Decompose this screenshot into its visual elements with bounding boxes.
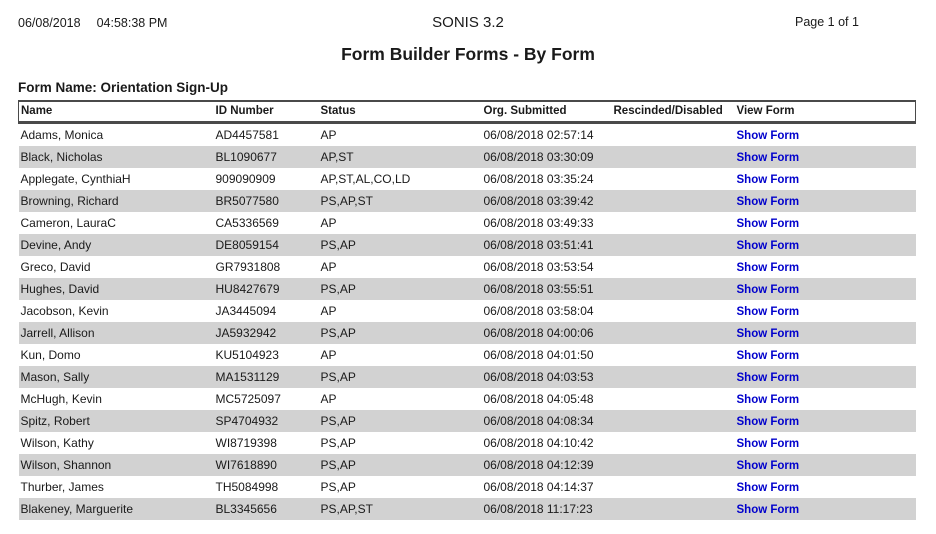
cell-view-form bbox=[735, 256, 916, 278]
show-form-link[interactable]: Show Form bbox=[736, 262, 800, 274]
cell-rescinded-disabled bbox=[612, 234, 735, 256]
print-time: 04:58:38 PM bbox=[96, 16, 168, 30]
col-header-org-submitted: Org. Submitted bbox=[482, 101, 612, 123]
col-header-id-number: ID Number bbox=[214, 101, 319, 123]
table-row bbox=[19, 256, 916, 278]
show-form-link[interactable]: Show Form bbox=[736, 196, 800, 208]
cell-org-submitted: 06/08/2018 04:08:34 bbox=[483, 414, 594, 428]
table-row bbox=[19, 123, 916, 147]
cell-status: PS,AP bbox=[320, 436, 356, 450]
page-number: Page 1 of 1 bbox=[795, 15, 859, 29]
cell-name: Jarrell, Allison bbox=[20, 326, 95, 340]
cell-org-submitted: 06/08/2018 04:00:06 bbox=[483, 326, 594, 340]
cell-id-number: MC5725097 bbox=[215, 392, 281, 406]
cell-name: Hughes, David bbox=[20, 282, 100, 296]
cell-status: AP,ST,AL,CO,LD bbox=[320, 172, 411, 186]
cell-id-number: JA5932942 bbox=[215, 326, 277, 340]
report-topbar bbox=[0, 12, 936, 36]
cell-status: AP,ST bbox=[320, 150, 354, 164]
cell-org-submitted: 06/08/2018 03:30:09 bbox=[483, 150, 594, 164]
cell-rescinded-disabled bbox=[612, 190, 735, 212]
cell-org-submitted: 06/08/2018 03:53:54 bbox=[483, 260, 594, 274]
cell-id-number: BR5077580 bbox=[215, 194, 279, 208]
cell-org-submitted: 06/08/2018 03:51:41 bbox=[483, 238, 594, 252]
cell-id-number: KU5104923 bbox=[215, 348, 279, 362]
cell-view-form bbox=[735, 123, 916, 147]
cell-status: PS,AP bbox=[320, 238, 356, 252]
cell-name: Blakeney, Marguerite bbox=[20, 502, 133, 516]
cell-id-number: MA1531129 bbox=[215, 370, 280, 384]
cell-rescinded-disabled bbox=[612, 366, 735, 388]
cell-name: Jacobson, Kevin bbox=[20, 304, 109, 318]
col-header-rescinded-disabled: Rescinded/Disabled bbox=[612, 101, 735, 123]
cell-status: AP bbox=[320, 216, 337, 230]
cell-org-submitted: 06/08/2018 04:14:37 bbox=[483, 480, 594, 494]
cell-view-form bbox=[735, 366, 916, 388]
cell-name: McHugh, Kevin bbox=[20, 392, 102, 406]
cell-rescinded-disabled bbox=[612, 410, 735, 432]
table-row bbox=[19, 498, 916, 520]
cell-status: AP bbox=[320, 392, 337, 406]
cell-view-form bbox=[735, 234, 916, 256]
show-form-link[interactable]: Show Form bbox=[736, 174, 800, 186]
show-form-link[interactable]: Show Form bbox=[736, 328, 800, 340]
cell-org-submitted: 06/08/2018 03:49:33 bbox=[483, 216, 594, 230]
cell-name: Kun, Domo bbox=[20, 348, 81, 362]
cell-id-number: CA5336569 bbox=[215, 216, 279, 230]
cell-id-number: BL1090677 bbox=[215, 150, 277, 164]
cell-id-number: BL3345656 bbox=[215, 502, 277, 516]
forms-table bbox=[18, 100, 916, 520]
cell-id-number: WI7618890 bbox=[215, 458, 277, 472]
print-date: 06/08/2018 bbox=[18, 16, 81, 30]
table-row bbox=[19, 212, 916, 234]
cell-name: Black, Nicholas bbox=[20, 150, 103, 164]
show-form-link[interactable]: Show Form bbox=[736, 218, 800, 230]
table-row bbox=[19, 410, 916, 432]
table-row bbox=[19, 432, 916, 454]
cell-org-submitted: 06/08/2018 04:10:42 bbox=[483, 436, 594, 450]
table-row bbox=[19, 388, 916, 410]
cell-id-number: SP4704932 bbox=[215, 414, 279, 428]
cell-rescinded-disabled bbox=[612, 168, 735, 190]
table-row bbox=[19, 366, 916, 388]
cell-view-form bbox=[735, 278, 916, 300]
cell-rescinded-disabled bbox=[612, 212, 735, 234]
cell-view-form bbox=[735, 388, 916, 410]
cell-status: PS,AP,ST bbox=[320, 502, 373, 516]
show-form-link[interactable]: Show Form bbox=[736, 130, 800, 142]
cell-view-form bbox=[735, 344, 916, 366]
show-form-link[interactable]: Show Form bbox=[736, 438, 800, 450]
show-form-link[interactable]: Show Form bbox=[736, 372, 800, 384]
table-row bbox=[19, 454, 916, 476]
cell-rescinded-disabled bbox=[612, 432, 735, 454]
cell-status: PS,AP bbox=[320, 414, 356, 428]
cell-rescinded-disabled bbox=[612, 123, 735, 147]
show-form-link[interactable]: Show Form bbox=[736, 306, 800, 318]
show-form-link[interactable]: Show Form bbox=[736, 284, 800, 296]
table-row bbox=[19, 278, 916, 300]
cell-view-form bbox=[735, 300, 916, 322]
report-title: Form Builder Forms - By Form bbox=[341, 44, 595, 64]
cell-view-form bbox=[735, 476, 916, 498]
form-name-label: Form Name: Orientation Sign-Up bbox=[18, 80, 229, 95]
cell-id-number: 909090909 bbox=[215, 172, 276, 186]
cell-view-form bbox=[735, 454, 916, 476]
cell-name: Applegate, CynthiaH bbox=[20, 172, 131, 186]
cell-view-form bbox=[735, 168, 916, 190]
cell-name: Thurber, James bbox=[20, 480, 104, 494]
cell-name: Wilson, Shannon bbox=[20, 458, 112, 472]
col-header-status: Status bbox=[319, 101, 482, 123]
cell-name: Wilson, Kathy bbox=[20, 436, 94, 450]
cell-status: AP bbox=[320, 348, 337, 362]
cell-rescinded-disabled bbox=[612, 146, 735, 168]
cell-view-form bbox=[735, 322, 916, 344]
cell-org-submitted: 06/08/2018 02:57:14 bbox=[483, 128, 594, 142]
cell-id-number: TH5084998 bbox=[215, 480, 279, 494]
cell-view-form bbox=[735, 190, 916, 212]
cell-name: Cameron, LauraC bbox=[20, 216, 116, 230]
cell-org-submitted: 06/08/2018 04:12:39 bbox=[483, 458, 594, 472]
cell-status: AP bbox=[320, 128, 337, 142]
show-form-link[interactable]: Show Form bbox=[736, 482, 800, 494]
cell-rescinded-disabled bbox=[612, 322, 735, 344]
cell-rescinded-disabled bbox=[612, 278, 735, 300]
cell-org-submitted: 06/08/2018 04:01:50 bbox=[483, 348, 594, 362]
cell-view-form bbox=[735, 410, 916, 432]
cell-view-form bbox=[735, 212, 916, 234]
cell-status: PS,AP bbox=[320, 282, 356, 296]
cell-rescinded-disabled bbox=[612, 498, 735, 520]
show-form-link[interactable]: Show Form bbox=[736, 460, 800, 472]
cell-status: PS,AP bbox=[320, 326, 356, 340]
table-row bbox=[19, 146, 916, 168]
cell-id-number: JA3445094 bbox=[215, 304, 277, 318]
cell-view-form bbox=[735, 498, 916, 520]
cell-name: Greco, David bbox=[20, 260, 91, 274]
cell-view-form bbox=[735, 432, 916, 454]
cell-name: Devine, Andy bbox=[20, 238, 92, 252]
table-row bbox=[19, 476, 916, 498]
cell-id-number: DE8059154 bbox=[215, 238, 279, 252]
cell-id-number: HU8427679 bbox=[215, 282, 280, 296]
table-row bbox=[19, 168, 916, 190]
col-header-name: Name bbox=[19, 101, 214, 123]
cell-org-submitted: 06/08/2018 04:03:53 bbox=[483, 370, 594, 384]
cell-view-form bbox=[735, 146, 916, 168]
cell-name: Adams, Monica bbox=[20, 128, 104, 142]
cell-id-number: GR7931808 bbox=[215, 260, 281, 274]
cell-rescinded-disabled bbox=[612, 476, 735, 498]
cell-rescinded-disabled bbox=[612, 388, 735, 410]
cell-rescinded-disabled bbox=[612, 454, 735, 476]
cell-id-number: AD4457581 bbox=[215, 128, 279, 142]
table-row bbox=[19, 234, 916, 256]
show-form-link[interactable]: Show Form bbox=[736, 240, 800, 252]
show-form-link[interactable]: Show Form bbox=[736, 350, 800, 362]
cell-org-submitted: 06/08/2018 11:17:23 bbox=[483, 502, 593, 516]
table-header-row bbox=[19, 101, 916, 123]
table-row bbox=[19, 344, 916, 366]
col-header-view-form: View Form bbox=[735, 101, 916, 123]
cell-status: AP bbox=[320, 260, 337, 274]
table-row bbox=[19, 190, 916, 212]
cell-org-submitted: 06/08/2018 03:55:51 bbox=[483, 282, 594, 296]
table-row bbox=[19, 300, 916, 322]
show-form-link[interactable]: Show Form bbox=[736, 394, 800, 406]
cell-status: PS,AP,ST bbox=[320, 194, 373, 208]
cell-rescinded-disabled bbox=[612, 344, 735, 366]
cell-status: AP bbox=[320, 304, 337, 318]
show-form-link[interactable]: Show Form bbox=[736, 152, 800, 164]
cell-name: Spitz, Robert bbox=[20, 414, 90, 428]
cell-org-submitted: 06/08/2018 03:58:04 bbox=[483, 304, 594, 318]
cell-rescinded-disabled bbox=[612, 300, 735, 322]
cell-name: Mason, Sally bbox=[20, 370, 90, 384]
app-title: SONIS 3.2 bbox=[432, 14, 504, 31]
cell-rescinded-disabled bbox=[612, 256, 735, 278]
show-form-link[interactable]: Show Form bbox=[736, 416, 800, 428]
cell-status: PS,AP bbox=[320, 458, 356, 472]
cell-org-submitted: 06/08/2018 04:05:48 bbox=[483, 392, 594, 406]
show-form-link[interactable]: Show Form bbox=[736, 504, 800, 516]
table-row bbox=[19, 322, 916, 344]
cell-id-number: WI8719398 bbox=[215, 436, 277, 450]
cell-status: PS,AP bbox=[320, 370, 356, 384]
table-body bbox=[19, 123, 916, 521]
cell-status: PS,AP bbox=[320, 480, 356, 494]
cell-org-submitted: 06/08/2018 03:35:24 bbox=[483, 172, 594, 186]
cell-name: Browning, Richard bbox=[20, 194, 119, 208]
cell-org-submitted: 06/08/2018 03:39:42 bbox=[483, 194, 594, 208]
